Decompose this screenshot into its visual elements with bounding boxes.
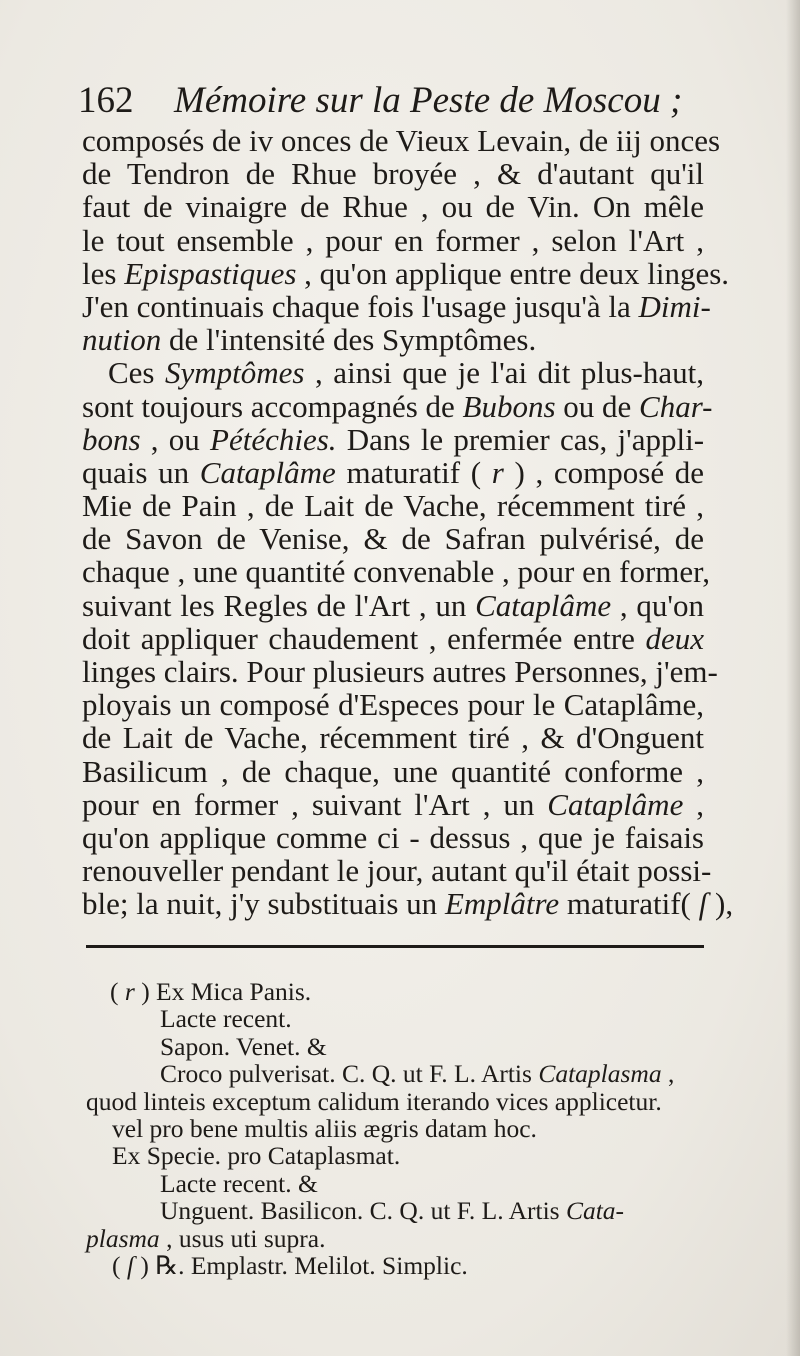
italic-text: deux	[645, 620, 704, 656]
text-line	[82, 456, 704, 489]
text-line	[82, 489, 704, 522]
italic-text: Cata-	[565, 1196, 625, 1226]
text-span: ),	[707, 886, 734, 922]
italic-text: ſ	[698, 886, 708, 922]
text-line	[82, 721, 704, 754]
text-span: Basilicum , de chaque, une quantité conforme ,	[82, 753, 704, 789]
text-span: pour en former , suivant l'Art , un	[82, 786, 548, 822]
text-line	[82, 853, 712, 889]
text-span: quod linteis exceptum calidum iterando vices applicetur.	[86, 1086, 662, 1116]
text-span: les	[82, 255, 125, 291]
footnote-line	[82, 1225, 722, 1252]
text-line	[82, 755, 704, 788]
italic-text: plasma	[86, 1223, 160, 1253]
text-span: (	[110, 977, 125, 1006]
text-line	[82, 288, 711, 324]
text-span: qu'on applique comme ci - dessus , que je faisais	[82, 819, 704, 855]
page-header	[78, 78, 728, 124]
footnote-line	[82, 1115, 722, 1142]
text-span: Dans le premier cas, j'appli-	[336, 421, 705, 457]
text-span: ) ℞. Emplastr. Melilot. Simplic.	[133, 1250, 468, 1280]
text-span: , ou	[140, 421, 211, 457]
text-span: , usus uti supra.	[159, 1223, 326, 1253]
text-line	[82, 821, 704, 854]
text-line	[82, 356, 704, 389]
text-span: (	[112, 1250, 127, 1280]
text-span: ) , composé de	[503, 454, 704, 490]
text-line	[82, 622, 704, 655]
text-span: ble; la nuit, j'y substituais un	[82, 886, 445, 922]
text-line	[82, 554, 710, 590]
italic-text: Emplâtre	[444, 886, 560, 922]
text-span: maturatif(	[559, 886, 699, 922]
text-span: Ex Specie. pro Cataplasmat.	[112, 1141, 401, 1171]
text-line	[82, 157, 704, 190]
text-span: ,	[661, 1059, 675, 1089]
text-line	[82, 255, 730, 291]
text-span: , qu'on applique entre deux linges.	[296, 255, 730, 291]
text-span: Lacte recent.	[160, 1004, 292, 1034]
text-span: Croco pulverisat. C. Q. ut F. L. Artis	[160, 1059, 539, 1089]
main-text	[82, 123, 734, 922]
text-span: linges clairs. Pour plusieurs autres Personnes, j'em-	[82, 654, 718, 689]
footnote-line	[82, 1252, 722, 1279]
text-span: Lacte recent. &	[160, 1168, 318, 1198]
text-line	[82, 688, 704, 721]
text-span: J'en continuais chaque fois l'usage jusqu'à la	[82, 288, 639, 324]
footnote-line	[82, 1170, 722, 1197]
text-line	[82, 224, 704, 257]
text-span: ployais un composé d'Especes pour le Cataplâme,	[82, 687, 704, 723]
page-number: 162	[78, 80, 134, 121]
text-span: le tout ensemble , pour en former , selon l'Art ,	[82, 222, 704, 258]
text-line	[82, 654, 718, 689]
text-span: ou de	[555, 388, 640, 424]
running-title: Mémoire sur la Peste de Moscou ;	[174, 80, 683, 121]
text-span: suivant les Regles de l'Art , un	[82, 587, 476, 623]
text-line	[82, 788, 704, 821]
italic-text: Epispastiques	[124, 255, 297, 291]
text-line	[82, 388, 713, 424]
text-span: doit appliquer chaudement , enfermée entre	[82, 620, 646, 656]
text-line	[82, 323, 704, 356]
text-line	[82, 423, 704, 456]
text-span: , ainsi que je l'ai dit plus-haut,	[304, 355, 705, 391]
italic-text: Pétéchies.	[210, 421, 337, 457]
text-span: de l'intensité des Symptômes.	[161, 322, 537, 358]
italic-text: Symptômes	[165, 355, 305, 391]
text-line	[82, 123, 721, 158]
text-line	[82, 522, 704, 555]
text-span: composés de iv onces de Vieux Levain, de iij onces	[82, 123, 721, 158]
text-span: Mie de Pain , de Lait de Vache, récemment tiré ,	[82, 488, 704, 524]
italic-text: Char-	[639, 388, 713, 424]
text-line	[82, 589, 704, 622]
text-span: quais un	[82, 454, 200, 490]
text-span: renouveller pendant le jour, autant qu'il était possi-	[82, 853, 712, 889]
italic-text: Bubons	[462, 388, 556, 424]
text-span: , qu'on	[611, 587, 704, 623]
footnote-line	[82, 1005, 722, 1032]
text-span: vel pro bene multis aliis ægris datam hoc.	[112, 1113, 537, 1143]
page-edge-shadow	[786, 0, 800, 1356]
italic-text: Cataplasma	[538, 1059, 662, 1089]
text-span: Unguent. Basilicon. C. Q. ut F. L. Artis	[160, 1196, 566, 1226]
text-line	[82, 886, 734, 922]
text-span: faut de vinaigre de Rhue , ou de Vin. On mêle	[82, 189, 704, 225]
footnote-line	[82, 1142, 722, 1169]
italic-text: Cataplâme	[199, 454, 336, 490]
text-span: de Savon de Venise, & de Safran pulvérisé, de	[82, 521, 704, 557]
italic-text: r	[491, 454, 504, 490]
italic-text: r	[124, 977, 135, 1006]
footnote-line	[82, 978, 722, 1005]
footnotes	[82, 978, 722, 1279]
text-span: maturatif (	[335, 454, 492, 490]
footnote-line	[82, 1033, 722, 1060]
italic-text: Dimi-	[638, 288, 711, 324]
italic-text: ſ	[126, 1250, 134, 1280]
text-span: de Lait de Vache, récemment tiré , & d'Onguent	[82, 720, 704, 756]
text-span: chaque , une quantité convenable , pour en former,	[82, 554, 710, 590]
italic-text: Cataplâme	[547, 786, 684, 822]
text-span: sont toujours accompagnés de	[82, 388, 463, 424]
footnote-rule	[86, 945, 704, 948]
text-span: Ces	[108, 355, 166, 391]
text-span: Sapon. Venet. &	[160, 1031, 327, 1061]
text-span: ) Ex Mica Panis.	[134, 977, 312, 1006]
footnote-line	[82, 1197, 722, 1224]
italic-text: bons	[82, 421, 141, 457]
text-span: de Tendron de Rhue broyée , & d'autant qu'il	[82, 156, 704, 192]
text-line	[82, 190, 704, 223]
italic-text: Cataplâme	[475, 587, 612, 623]
text-span: ,	[683, 786, 705, 822]
footnote-line	[82, 1088, 722, 1115]
footnote-line	[82, 1060, 722, 1087]
italic-text: nution	[82, 322, 162, 358]
